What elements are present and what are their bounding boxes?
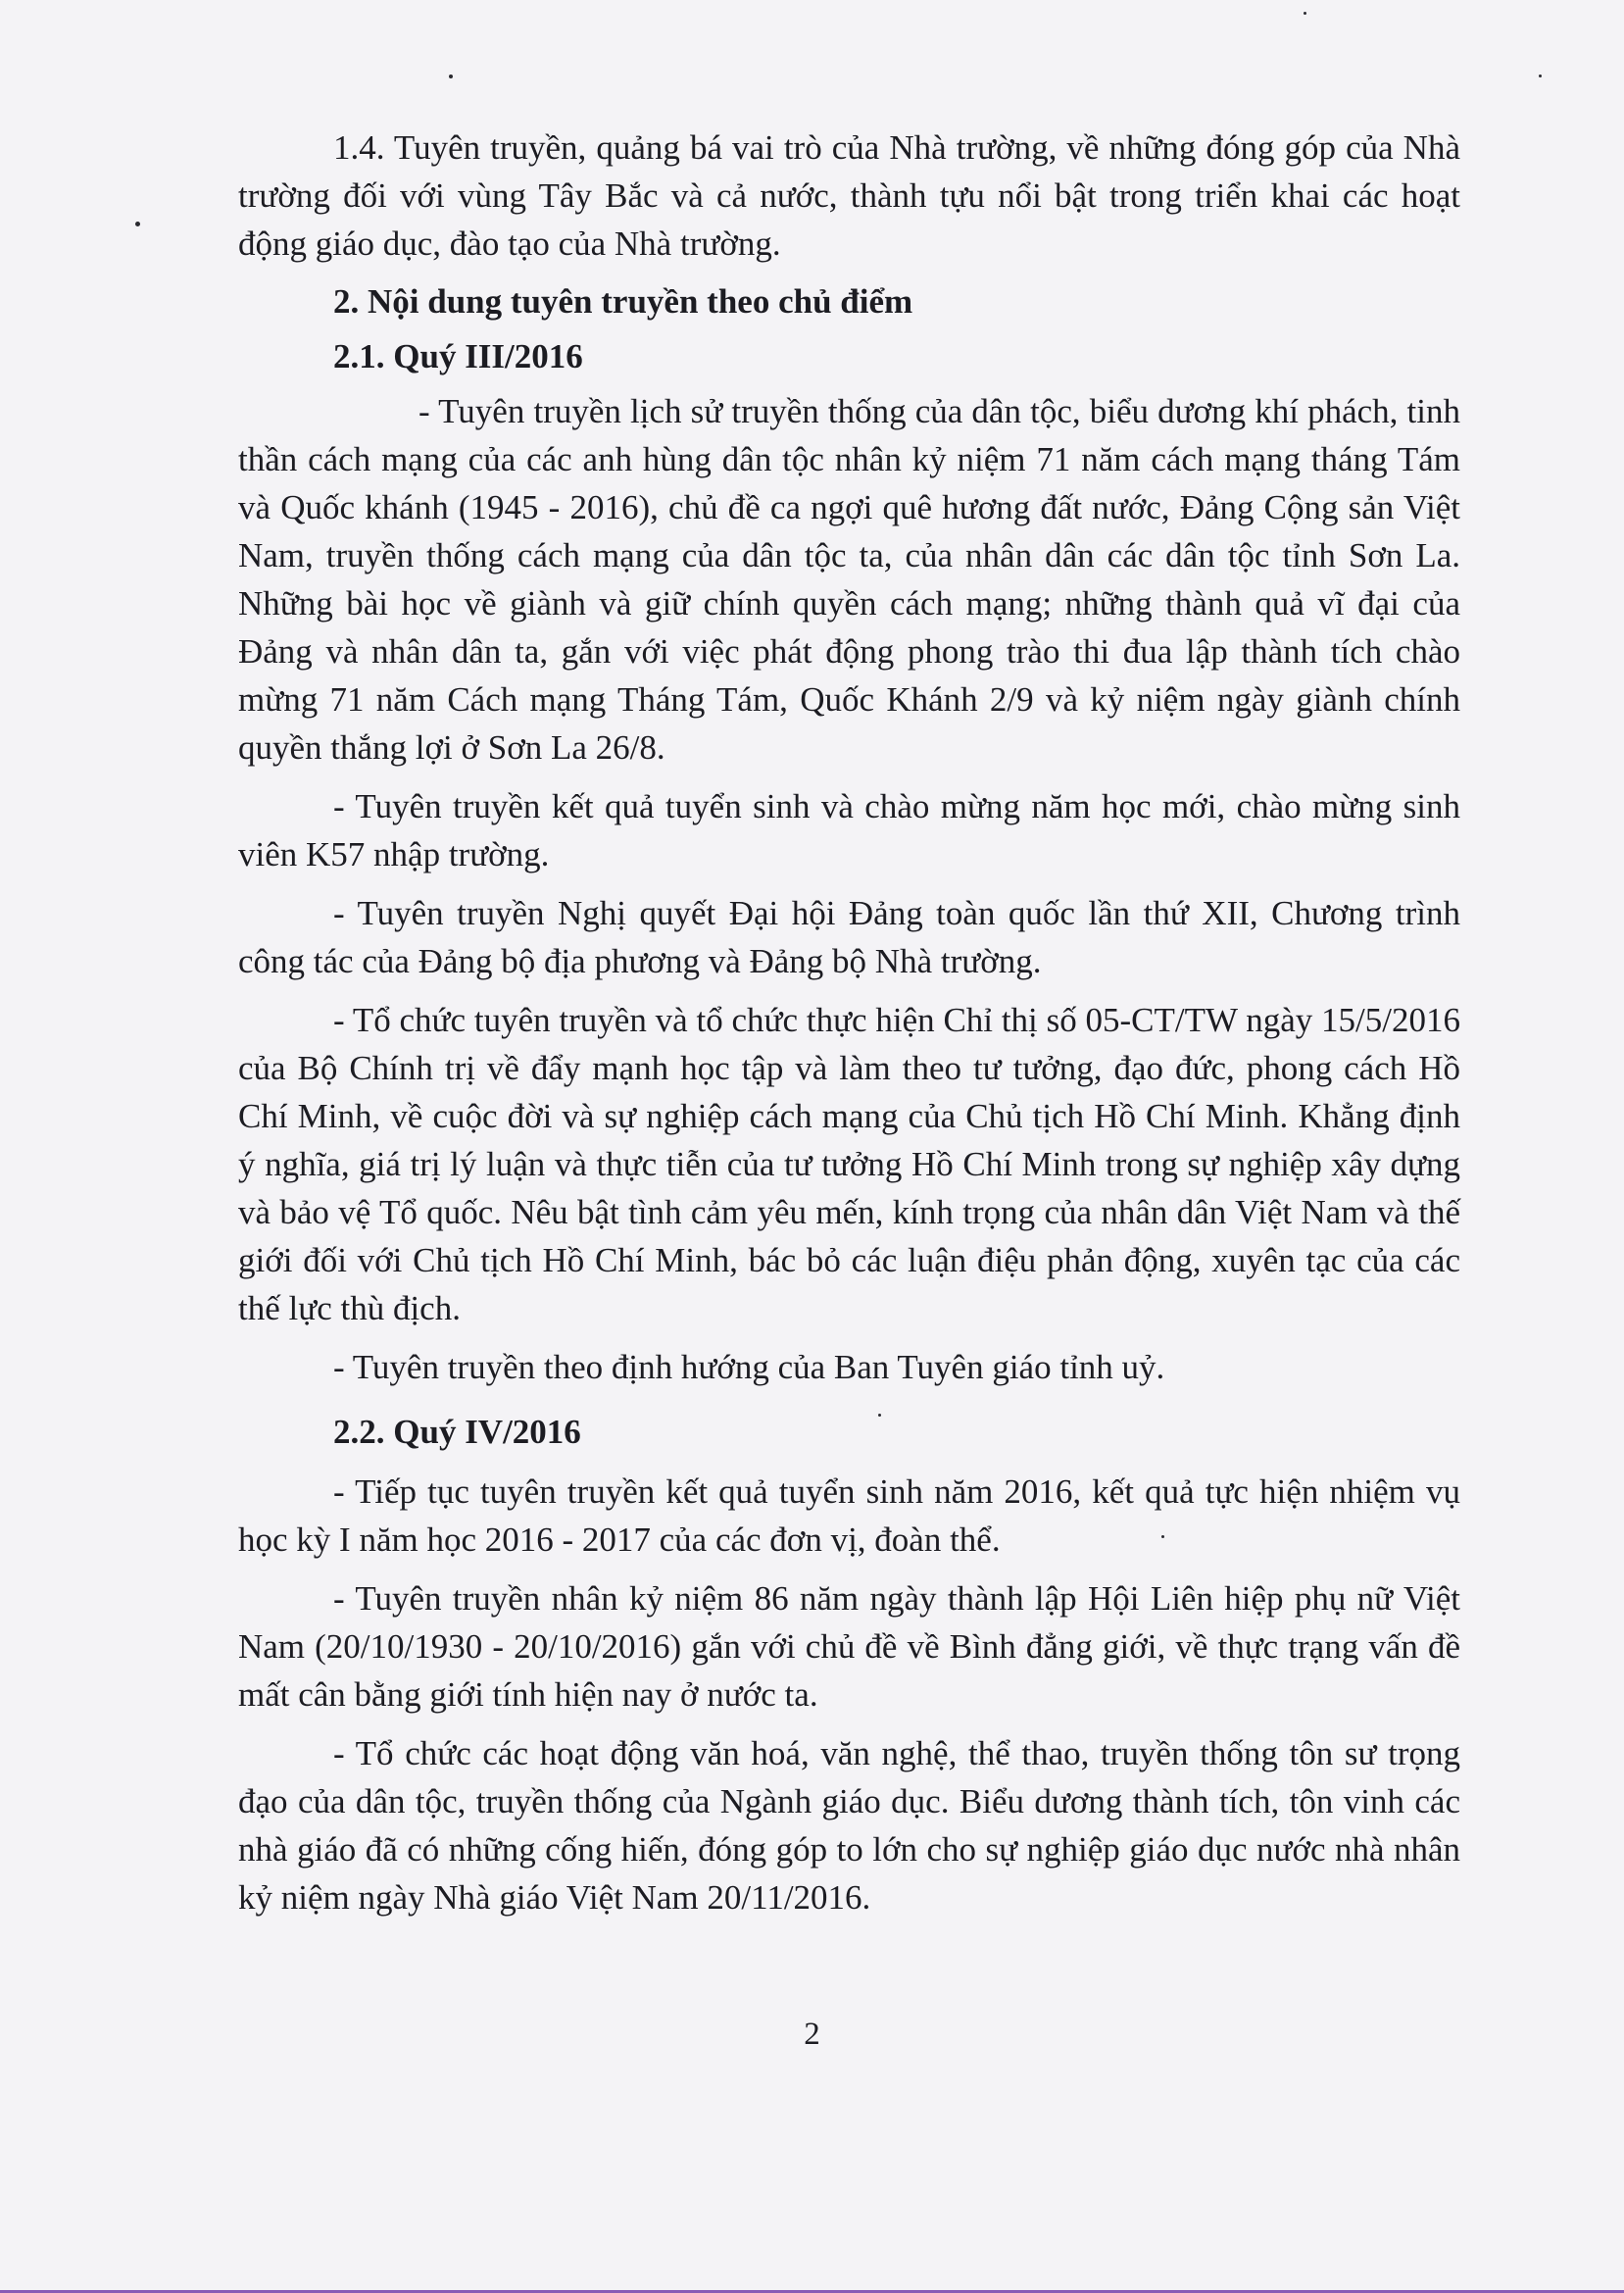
scan-speck [1304, 12, 1306, 15]
paragraph-provincial-orientation: - Tuyên truyền theo định hướng của Ban Tuyên giáo tỉnh uỷ. [333, 1348, 1165, 1386]
paragraph-1-4: 1.4. Tuyên truyền, quảng bá vai trò của Nhà trường, về những đóng góp của Nhà trường đối với vùng Tây Bắc và cả nước, thành tựu nổi bật trong triển khai các hoạt động giáo dục, đào tạo của Nhà trường. [238, 128, 1460, 263]
heading-section-2-1: 2.1. Quý III/2016 [333, 337, 583, 375]
paragraph-enrollment: - Tuyên truyền kết quả tuyển sinh và chào mừng năm học mới, chào mừng sinh viên K57 nhập trường. [238, 787, 1460, 873]
paragraph-teachers-day: - Tổ chức các hoạt động văn hoá, văn nghệ, thể thao, truyền thống tôn sư trọng đạo của dân tộc, truyền thống của Ngành giáo dục. Biểu dương thành tích, tôn vinh các nhà giáo đã có những cống hiến, đóng góp to lớn cho sự nghiệp giáo dục nước nhà nhân kỷ niệm ngày Nhà giáo Việt Nam 20/11/2016. [238, 1734, 1460, 1917]
scan-speck [1161, 1535, 1164, 1538]
paragraph-enrollment-results: - Tiếp tục tuyên truyền kết quả tuyển sinh năm 2016, kết quả tực hiện nhiệm vụ học kỳ I năm học 2016 - 2017 của các đơn vị, đoàn thể. [238, 1472, 1460, 1559]
page-number: 2 [804, 2017, 820, 2052]
heading-section-2: 2. Nội dung tuyên truyền theo chủ điểm [333, 282, 913, 321]
scan-speck [878, 1414, 881, 1417]
heading-section-2-2: 2.2. Quý IV/2016 [333, 1413, 581, 1451]
document-body [238, 124, 1460, 1921]
paragraph-women-union: - Tuyên truyền nhân kỷ niệm 86 năm ngày thành lập Hội Liên hiệp phụ nữ Việt Nam (20/10/1930 - 20/10/2016) gắn với chủ đề về Bình đẳng giới, về thực trạng vấn đề mất cân bằng giới tính hiện nay ở nước ta. [238, 1579, 1460, 1714]
scan-speck [1539, 75, 1542, 77]
paragraph-party-resolution: - Tuyên truyền Nghị quyết Đại hội Đảng toàn quốc lần thứ XII, Chương trình công tác của Đảng bộ địa phương và Đảng bộ Nhà trường. [238, 894, 1460, 980]
paragraph-directive-05: - Tổ chức tuyên truyền và tổ chức thực hiện Chỉ thị số 05-CT/TW ngày 15/5/2016 của Bộ Chính trị về đẩy mạnh học tập và làm theo tư tưởng, đạo đức, phong cách Hồ Chí Minh, về cuộc đời và sự nghiệp cách mạng của Chủ tịch Hồ Chí Minh. Khẳng định ý nghĩa, giá trị lý luận và thực tiễn của tư tưởng Hồ Chí Minh trong sự nghiệp xây dựng và bảo vệ Tổ quốc. Nêu bật tình cảm yêu mến, kính trọng của nhân dân Việt Nam và thế giới đối với Chủ tịch Hồ Chí Minh, bác bỏ các luận điệu phản động, xuyên tạc của các thế lực thù địch. [238, 1001, 1460, 1327]
paragraph-history-propaganda: - Tuyên truyền lịch sử truyền thống của dân tộc, biểu dương khí phách, tinh thần cách mạng của các anh hùng dân tộc nhân kỷ niệm 71 năm cách mạng tháng Tám và Quốc khánh (1945 - 2016), chủ đề ca ngợi quê hương đất nước, Đảng Cộng sản Việt Nam, truyền thống cách mạng của dân tộc ta, của nhân dân các dân tộc tỉnh Sơn La. Những bài học về giành và giữ chính quyền cách mạng; những thành quả vĩ đại của Đảng và nhân dân ta, gắn với việc phát động phong trào thi đua lập thành tích chào mừng 71 năm Cách mạng Tháng Tám, Quốc Khánh 2/9 và kỷ niệm ngày giành chính quyền thắng lợi ở Sơn La 26/8. [238, 392, 1460, 767]
scan-speck [135, 222, 140, 226]
scan-speck [449, 75, 453, 78]
